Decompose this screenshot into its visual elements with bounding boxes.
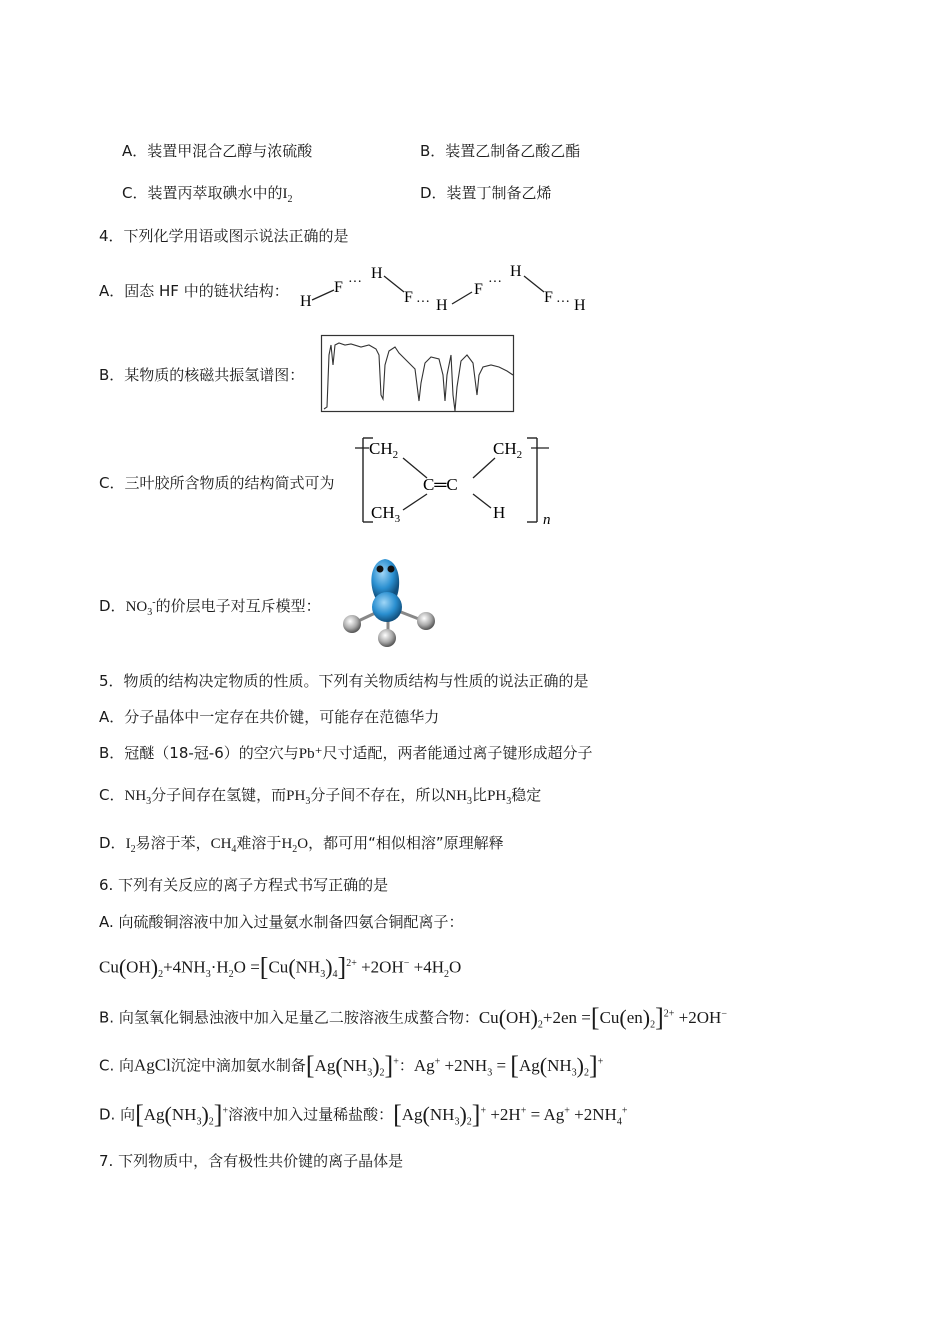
q4-option-c: C．三叶胶所含物质的结构简式可为: [99, 474, 335, 492]
hf-atom: F: [334, 279, 343, 296]
q4-stem: 4．下列化学用语或图示说法正确的是: [99, 227, 349, 245]
nmr-spectrum-image: [321, 335, 515, 413]
iodine-formula: $I_2$: [125, 836, 136, 855]
lead-ion: Pb⁺: [298, 746, 323, 762]
hf-chain-structure: [298, 260, 598, 320]
q6-option-c: C. 向AgCl沉淀中滴加氨水制备$[Ag(NH_3)_2]^+$：$Ag^+ +2NH_3 = [Ag(NH_3)_2]^+$: [99, 1050, 604, 1080]
vsepr-model-image: [340, 555, 440, 655]
q5-option-b: B．冠醚（18-冠-6）的空穴与Pb⁺尺寸适配，两者能通过离子键形成超分子: [99, 744, 593, 762]
hf-hbond: ···: [556, 295, 570, 310]
ch2-right: $CH_2$: [493, 439, 523, 461]
iodine-formula: $I_2$: [282, 186, 293, 205]
hf-atom: F: [544, 289, 553, 306]
q3-option-a: A．装置甲混合乙醇与浓硫酸: [122, 142, 313, 160]
hf-bond: [524, 276, 544, 292]
lone-pair-dot: [377, 566, 384, 573]
q3-option-b: B．装置乙制备乙酸乙酯: [420, 142, 581, 160]
q7-stem: 7. 下列物质中，含有极性共价键的离子晶体是: [99, 1152, 404, 1170]
nh3-formula: $NH_3$: [445, 788, 473, 807]
bond: [473, 458, 495, 478]
q4-option-a: A．固态 HF 中的链状结构：: [99, 282, 289, 300]
q6-stem: 6. 下列有关反应的离子方程式书写正确的是: [99, 876, 389, 894]
central-atom: [372, 592, 402, 622]
ch3-group: $CH_3$: [371, 503, 401, 525]
ligand-atom: [417, 612, 435, 630]
q5-option-c: C．$NH_3$分子间存在氢键，而$PH_3$分子间不存在，所以$NH_3$比$PH_3$稳定: [99, 786, 542, 807]
h-atom: H: [493, 503, 506, 522]
nh3-formula: $NH_3$: [124, 788, 152, 807]
rubber-structure-formula: [355, 430, 565, 530]
ch4-formula: $CH_4$: [210, 836, 237, 855]
q3-option-c-text: C．装置丙萃取碘水中的: [122, 184, 283, 202]
ph3-formula: $PH_3$: [286, 788, 311, 807]
hf-bond: [452, 292, 472, 304]
hf-hbond: ···: [348, 275, 362, 290]
nitrate-formula: $NO_3^-$: [125, 597, 156, 618]
q6-equation-c: $Ag^+ +2NH_3 = [Ag(NH_3)_2]^+$: [413, 1050, 604, 1080]
lone-pair-dot: [388, 566, 395, 573]
q5-option-a: A．分子晶体中一定存在共价键，可能存在范德华力: [99, 708, 440, 726]
silver-ammine-ion: $[Ag(NH_3)_2]^+$: [305, 1050, 399, 1080]
agcl-formula: AgCl: [134, 1055, 171, 1075]
q5-option-d: D．$I_2$易溶于苯，$CH_4$难溶于$H_2O$，都可用“相似相溶”原理解释: [99, 834, 504, 855]
q6-option-d: D. 向$[Ag(NH_3)_2]^+$溶液中加入过量稀盐酸：$[Ag(NH_3)_2]^+ +2H^+ = Ag^+ +2NH_4^+$: [99, 1099, 628, 1129]
hf-atom: H: [436, 297, 448, 314]
q3-option-d: D．装置丁制备乙烯: [420, 184, 552, 202]
hf-hbond: ···: [416, 295, 430, 310]
ligand-atom: [343, 615, 361, 633]
hf-atom: H: [371, 265, 383, 282]
ligand-atom: [378, 629, 396, 647]
q6-equation-a: $Cu(OH)_2+4NH_3\cdot H_2O =[Cu(NH_3)_4]^{2+} +2OH^- +4H_2O$: [99, 952, 462, 982]
hf-hbond: ···: [488, 275, 502, 290]
bond: [473, 494, 491, 508]
hf-bond: [312, 290, 334, 300]
silver-ammine-ion: $[Ag(NH_3)_2]^+$: [135, 1099, 229, 1129]
ch2-left: $CH_2$: [369, 439, 399, 461]
q3-option-c: [122, 182, 292, 211]
double-bond-carbons: C═C: [423, 475, 458, 494]
q6-equation-d: $[Ag(NH_3)_2]^+ +2H^+ = Ag^+ +2NH_4^+$: [393, 1099, 628, 1129]
q6-option-a: A. 向硫酸铜溶液中加入过量氨水制备四氨合铜配离子：: [99, 913, 464, 931]
hf-bond: [384, 276, 404, 292]
hf-atom: F: [404, 289, 413, 306]
hf-atom: F: [474, 281, 483, 298]
q4-option-d: D．$NO_3^-$的价层电子对互斥模型：: [99, 597, 321, 618]
q5-stem: 5．物质的结构决定物质的性质。下列有关物质结构与性质的说法正确的是: [99, 672, 589, 690]
q6-option-b: B. 向氢氧化铜悬浊液中加入足量乙二胺溶液生成螯合物：$Cu(OH)_2+2en =[Cu(en)_2]^{2+} +2OH^-$: [99, 1002, 727, 1032]
water-formula: $H_2O$: [281, 836, 309, 855]
hf-atom: H: [510, 263, 522, 280]
hf-atom: H: [300, 293, 312, 310]
hf-atom: H: [574, 297, 586, 314]
bond: [403, 494, 427, 510]
ph3-formula: $PH_3$: [487, 788, 512, 807]
q4-option-b: B．某物质的核磁共振氢谱图：: [99, 366, 305, 384]
repeat-n: n: [543, 512, 551, 528]
q6-equation-b: $Cu(OH)_2+2en =[Cu(en)_2]^{2+} +2OH^-$: [478, 1002, 727, 1032]
